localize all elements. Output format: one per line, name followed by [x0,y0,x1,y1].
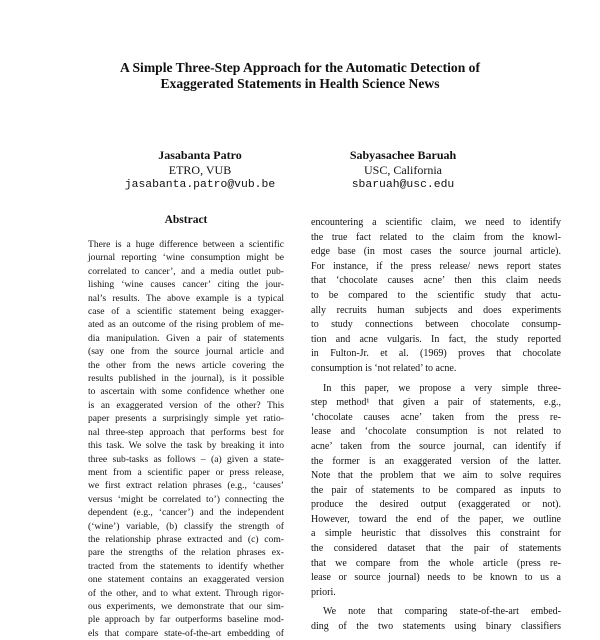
text-line: to be compared to the scientific study that actu- [311,289,561,301]
text-line: (‘wine’) variable, (b) classify the strength of [88,520,284,532]
author-affiliation: USC, California [364,163,442,177]
text-line: the considered dataset that the pair of statements [311,543,561,555]
abstract-text [88,238,284,640]
text-line: to study connections between chocolate consump- [311,319,561,331]
author-email: jasabanta.patro@vub.be [124,179,276,191]
text-line: ment from a scientific paper or press release, [88,466,284,478]
text-line: ated as an outcome of the rising problem of me- [88,319,284,331]
author-name: Sabyasachee Baruah [349,148,457,162]
author-affiliation: ETRO, VUB [168,163,232,177]
text-line: tion and acne vulgaris. In fact, the study reported [311,333,561,345]
text-line: However, toward the end of the paper, we outline [311,513,561,525]
text-line: case of a scientific statement being exagger- [88,306,284,318]
text-line: dependent (e.g., ‘cancer’) and the independent [88,507,284,519]
text-line: that we compare from the whole article (press re- [311,557,561,569]
text-line: dia manipulation. Given a pair of statements [88,332,284,344]
text-line: There is a huge difference between a scientific [88,239,284,250]
text-line: edge base (in most cases the source journal article). [311,246,561,258]
text-line: that ‘chocolate causes acne’ then this claim needs [311,275,561,287]
text-line: lease or source journal) needs to be known to us a [311,572,561,584]
author-block-2 [283,148,523,193]
abstract-heading: Abstract [164,214,208,226]
text-line: of the other, and to what extent. Through rigor- [88,587,284,599]
text-line: nal’s results. The above example is a typical [88,292,284,304]
text-line: the relationship phrase extracted and (c) com- [88,533,284,545]
text-line: lishing ‘wine causes cancer’ citing the jour- [88,279,284,291]
text-line: three sub-tasks as follows – (a) given a state- [88,453,284,465]
text-line: pare the strengths of the relation phrases ex- [88,547,284,559]
text-line: journal reporting ‘wine consumption might be [88,252,284,264]
text-line: (say one from the source journal article and [88,346,284,358]
body-paragraph-2 [311,382,561,601]
text-line: encountering a scientific claim, we need to identify [311,217,561,228]
text-line: this task. We solve the task by breaking it into [88,440,284,452]
text-line: the former is an exaggerated version of the latter. [311,455,561,467]
text-line: versus ‘might be correlated to’) connecting the [88,493,284,505]
text-line: paper presents a surprisingly simple yet ratio- [88,413,284,425]
title-line: A Simple Three-Step Approach for the Automatic Detection of [120,60,480,75]
text-line: the other from the news article covering the [88,359,284,371]
text-line: We note that comparing state-of-the-art embed- [323,606,561,618]
text-line: one statement contains an exaggerated version [88,574,284,586]
text-line: els that compare state-of-the-art embedding of [88,627,284,639]
text-line: ding of the two statements using binary classifiers [311,621,561,633]
text-line: produce the desired output (exaggerated or not). [311,499,561,511]
author-email: sbaruah@usc.edu [351,179,455,191]
paper-title [0,60,600,92]
text-line: the true fact related to the claim from the knowl- [311,231,561,243]
body-paragraph-1 [311,216,561,377]
text-line: to ascertain with some confidence whether one [88,386,284,398]
text-line: acne’ taken from the source journal, can identify if [311,440,561,452]
text-line: a simple heuristic that dissolves this constraint for [311,528,561,540]
body-column [311,216,561,635]
text-line: we first extract relation phrases (e.g., ‘causes’ [88,480,284,492]
text-line: ple approach by far outperforms baseline mod- [88,614,284,626]
author-name: Jasabanta Patro [158,148,242,162]
text-line: ous experiments, we demonstrate that our sim- [88,600,284,612]
text-line: lease and ‘chocolate consumption is not related to [311,426,561,438]
text-line: results published in the journal), is it possible [88,373,284,385]
text-line: tracted from the statements to identify whether [88,560,284,572]
body-paragraph-3 [311,605,561,634]
title-line: Exaggerated Statements in Health Science News [160,76,440,91]
text-line: in Fulton-Jr. et al. (1969) proves that chocolate [311,348,561,360]
text-line: consumption is ‘not related’ to acne. [311,362,457,374]
text-line: correlated to cancer’, and a media outlet pub- [88,265,284,277]
text-line: Note that the problem that we aim to solve requires [311,470,561,482]
text-line: step method¹ that given a pair of statements, e.g., [311,397,561,409]
text-line: In this paper, we propose a very simple three- [323,382,561,394]
text-line: ally recruits human subjects and does experiments [311,304,561,316]
text-line: priori. [311,586,336,598]
text-line: nal three-step approach that performs best for [88,426,284,438]
text-line: the pair of statements to be compared as inputs to [311,484,561,496]
text-line: ‘chocolate causes acne’ taken from the press re- [311,411,561,423]
text-line: For instance, if the press release/ news report states [311,260,561,272]
text-line: is an exaggerated version of the other? This [88,399,284,411]
